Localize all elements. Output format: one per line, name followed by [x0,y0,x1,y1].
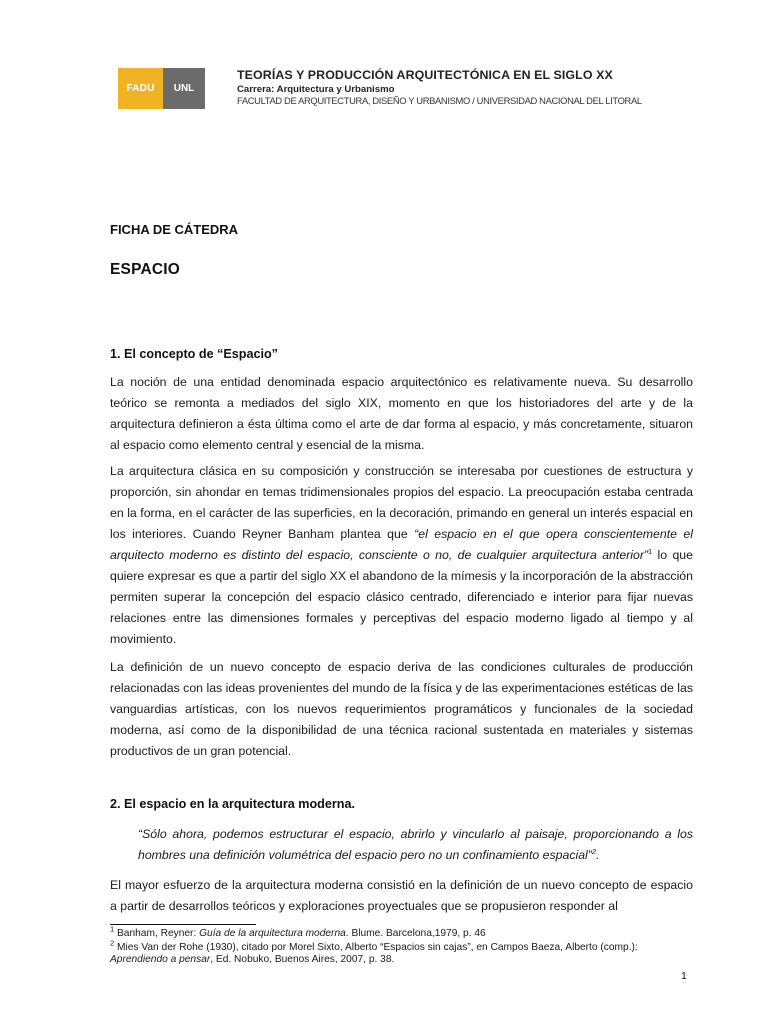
footnote-1 [110,924,710,940]
section-2-paragraph-1: El mayor esfuerzo de la arquitectura moderna consistió en la definición de un nuevo concepto de espacio a partir de desarrollos teóricos y exploraciones proyectuales que se propusieron responder al [110,878,693,913]
fadu-unl-logo [118,68,205,109]
page-number: 1 [681,970,687,982]
footnote-2 [110,938,695,966]
footnote-text: Banham, Reyner: [114,928,200,939]
footnote-text: Mies Van der Rohe (1930), citado por Morel Sixto, Alberto “Espacios sin cajas”, en Campos Baeza, Alberto (comp.): [114,942,638,953]
mies-quote [138,824,693,866]
career-subtitle: Carrera: Arquitectura y Urbanismo [237,84,395,95]
footnote-separator [110,924,256,925]
course-title: TEORÍAS Y PRODUCCIÓN ARQUITECTÓNICA EN EL SIGLO XX [237,68,613,82]
paragraph-text: La arquitectura clásica en su composición y construcción se interesaba por cuestiones de estructura y proporción, sin ahondar en temas tridimensionales propios del espacio. La preocupación estaba centrada en la forma, en el carácter de las superficies, en la decoración, primando en general un interés espacial en los interiores. Cuando Reyner Banham plantea que [110,464,693,541]
institution-line: FACULTAD DE ARQUITECTURA, DISEÑO Y URBANISMO / UNIVERSIDAD NACIONAL DEL LITORAL [237,95,642,106]
paragraph-text: lo que quiere expresar es que a partir del siglo XX el abandono de la mímesis y la incorporación de la abstracción permiten superar la concepción del espacio clásico centrado, diferenciado e interior para fijar nuevas relaciones entre las dimensiones formales y perceptivas del espacio moderno ligado al tiempo y al movimiento. [110,548,693,646]
quote-end: . [596,848,600,862]
logo-fadu-block: FADU [118,68,163,109]
footnote-text: . Blume. Barcelona,1979, p. 46 [345,928,486,939]
footnote-ref-2[interactable]: 2 [591,846,597,856]
section-1-paragraph-2 [110,461,693,650]
section-1-paragraph-3: La definición de un nuevo concepto de espacio deriva de las condiciones culturales de producción relacionadas con las ideas provenientes del mundo de la física y de las experimentaciones estéticas de las vanguardias artísticas, con los nuevos requerimientos programáticos y funcionales de la sociedad moderna, así como de la disponibilidad de una técnica racional sustentada en materiales y sistemas productivos de un gran potencial. [110,660,693,758]
footnote-number: 1 [110,924,115,934]
banham-quote: “el espacio en el que opera conscientemente el arquitecto moderno es distinto del espacio, consciente o no, de cualquier arquitectura anterior” [110,527,693,562]
footnote-book-title: Aprendiendo a pensar [110,954,211,966]
document-label: FICHA DE CÁTEDRA [110,222,239,237]
page-header [237,68,642,106]
quote-text: “Sólo ahora, podemos estructurar el espacio, abrirlo y vincularlo al paisaje, proporcionando a los hombres una definición volumétrica del espacio pero no un confinamiento espacial” [138,827,693,862]
document-title: ESPACIO [110,261,181,278]
footnote-text: , Ed. Nobuko, Buenos Aires, 2007, p. 38. [210,954,395,966]
section-1-heading: 1. El concepto de “Espacio” [110,347,278,361]
section-2-heading: 2. El espacio en la arquitectura moderna. [110,797,355,811]
logo-unl-block: UNL [163,68,205,109]
footnote-book-title: Guía de la arquitectura moderna [199,928,346,939]
section-1-paragraph-1: La noción de una entidad denominada espacio arquitectónico es relativamente nueva. Su desarrollo teórico se remonta a mediados del siglo XIX, momento en que los historiadores del arte y de la arquitectura definieron a ésta última como el arte de dar forma al espacio, y más concretamente, situaron al espacio como elemento central y esencial de la misma. [110,375,693,452]
footnote-number: 2 [110,938,115,948]
footnote-ref-1[interactable]: 1 [648,546,653,556]
